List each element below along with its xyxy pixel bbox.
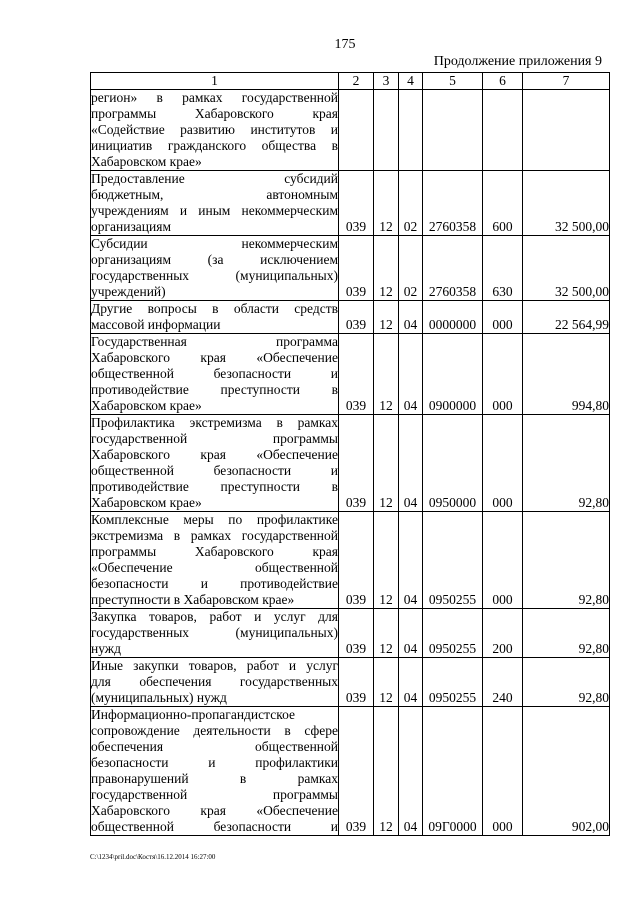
item-name-line: «Содействие развитию институтов и: [91, 122, 338, 137]
column-number-header: 7: [523, 73, 610, 90]
table-row: [91, 415, 610, 512]
appendix-continuation-label: Продолжение приложения 9: [433, 54, 602, 69]
item-name-line: Иные закупки товаров, работ и услуг: [91, 658, 338, 673]
expense-type-code-cell: 000: [483, 415, 523, 512]
target-article-code-cell: 0950255: [423, 512, 483, 609]
section-code-cell: 12: [374, 707, 399, 836]
table-row: [91, 334, 610, 415]
subsection-code-cell: 04: [399, 658, 423, 707]
item-name-line: государственных (муниципальных): [91, 268, 338, 283]
item-name-line: Хабаровского края «Обеспечение: [91, 803, 338, 818]
item-name-line: Закупка товаров, работ и услуг для: [91, 609, 338, 624]
item-name-line: правонарушений в рамках: [91, 771, 338, 786]
item-name-line: государственной программы: [91, 787, 338, 802]
item-name-cell: [91, 171, 339, 236]
expense-type-code-cell: 240: [483, 658, 523, 707]
item-name-line: общественной безопасности и: [91, 366, 338, 381]
table-row: [91, 90, 610, 171]
target-article-code-cell: 0900000: [423, 334, 483, 415]
ministry-code-cell: 039: [339, 334, 374, 415]
amount-cell: 32 500,00: [523, 171, 610, 236]
table-row: [91, 236, 610, 301]
section-code-cell: 12: [374, 171, 399, 236]
item-name-cell: [91, 236, 339, 301]
ministry-code-cell: 039: [339, 609, 374, 658]
item-name-line: экстремизма в рамках государственной: [91, 528, 338, 543]
section-code-cell: 12: [374, 658, 399, 707]
amount-cell: 32 500,00: [523, 236, 610, 301]
item-name-line: Хабаровском крае»: [91, 154, 202, 169]
item-name-line: Другие вопросы в области средств: [91, 301, 338, 316]
column-number-header: 4: [399, 73, 423, 90]
item-name-line: Государственная программа: [91, 334, 338, 349]
target-article-code-cell: 0950000: [423, 415, 483, 512]
amount-cell: 92,80: [523, 415, 610, 512]
subsection-code-cell: 04: [399, 512, 423, 609]
item-name-cell: [91, 301, 339, 334]
amount-cell: 92,80: [523, 512, 610, 609]
item-name-cell: [91, 707, 339, 836]
expense-type-code-cell: 200: [483, 609, 523, 658]
ministry-code-cell: 039: [339, 512, 374, 609]
expense-type-code-cell: 630: [483, 236, 523, 301]
table-body: [91, 90, 610, 836]
item-name-line: общественной безопасности и: [91, 819, 338, 834]
subsection-code-cell: 04: [399, 334, 423, 415]
column-number-header: 5: [423, 73, 483, 90]
item-name-line: учреждений): [91, 284, 166, 299]
subsection-code-cell: 04: [399, 609, 423, 658]
target-article-code-cell: 0000000: [423, 301, 483, 334]
table-row: [91, 609, 610, 658]
amount-cell: 22 564,99: [523, 301, 610, 334]
target-article-code-cell: 0950255: [423, 609, 483, 658]
amount-cell: 92,80: [523, 658, 610, 707]
item-name-line: Комплексные меры по профилактике: [91, 512, 338, 527]
item-name-cell: [91, 334, 339, 415]
column-number-row: [91, 73, 610, 90]
section-code-cell: 12: [374, 301, 399, 334]
item-name-line: противодействие преступности в: [91, 479, 338, 494]
ministry-code-cell: [339, 90, 374, 171]
file-path-footer: C:\1234\pril.doc\Костя\16.12.2014 16:27:00: [90, 853, 216, 861]
section-code-cell: 12: [374, 415, 399, 512]
section-code-cell: [374, 90, 399, 171]
item-name-line: безопасности и противодействие: [91, 576, 338, 591]
subsection-code-cell: 02: [399, 236, 423, 301]
item-name-line: Хабаровского края «Обеспечение: [91, 350, 338, 365]
target-article-code-cell: [423, 90, 483, 171]
item-name-line: организациям (за исключением: [91, 252, 338, 267]
expense-type-code-cell: 000: [483, 301, 523, 334]
column-number-header: 6: [483, 73, 523, 90]
subsection-code-cell: 04: [399, 415, 423, 512]
subsection-code-cell: 04: [399, 707, 423, 836]
amount-cell: 92,80: [523, 609, 610, 658]
item-name-line: массовой информации: [91, 317, 221, 332]
table-row: [91, 301, 610, 334]
item-name-line: государственной программы: [91, 431, 338, 446]
item-name-line: противодействие преступности в: [91, 382, 338, 397]
expense-type-code-cell: 600: [483, 171, 523, 236]
target-article-code-cell: 0950255: [423, 658, 483, 707]
amount-cell: [523, 90, 610, 171]
item-name-line: государственных (муниципальных): [91, 625, 338, 640]
item-name-line: программы Хабаровского края: [91, 544, 338, 559]
column-number-header: 3: [374, 73, 399, 90]
column-number-header: 2: [339, 73, 374, 90]
item-name-cell: [91, 658, 339, 707]
item-name-line: Хабаровском крае»: [91, 398, 202, 413]
item-name-cell: [91, 609, 339, 658]
ministry-code-cell: 039: [339, 171, 374, 236]
section-code-cell: 12: [374, 512, 399, 609]
item-name-line: (муниципальных) нужд: [91, 690, 227, 705]
section-code-cell: 12: [374, 236, 399, 301]
item-name-line: Хабаровском крае»: [91, 495, 202, 510]
item-name-cell: [91, 512, 339, 609]
ministry-code-cell: 039: [339, 658, 374, 707]
item-name-line: преступности в Хабаровском крае»: [91, 592, 295, 607]
expense-type-code-cell: 000: [483, 334, 523, 415]
section-code-cell: 12: [374, 609, 399, 658]
item-name-line: бюджетным, автономным: [91, 187, 338, 202]
section-code-cell: 12: [374, 334, 399, 415]
item-name-line: обеспечения общественной: [91, 739, 338, 754]
item-name-line: программы Хабаровского края: [91, 106, 338, 121]
item-name-cell: [91, 415, 339, 512]
amount-cell: 994,80: [523, 334, 610, 415]
subsection-code-cell: 02: [399, 171, 423, 236]
item-name-line: организациям: [91, 219, 172, 234]
item-name-line: Субсидии некоммерческим: [91, 236, 338, 251]
table-row: [91, 171, 610, 236]
page-number: 175: [334, 37, 356, 52]
item-name-line: Предоставление субсидий: [91, 171, 338, 186]
item-name-line: нужд: [91, 641, 121, 656]
expense-type-code-cell: 000: [483, 707, 523, 836]
item-name-line: Профилактика экстремизма в рамках: [91, 415, 338, 430]
item-name-line: учреждениям и иным некоммерческим: [91, 203, 338, 218]
item-name-line: сопровождение деятельности в сфере: [91, 723, 338, 738]
ministry-code-cell: 039: [339, 415, 374, 512]
item-name-line: «Обеспечение общественной: [91, 560, 338, 575]
item-name-line: инициатив гражданского общества в: [91, 138, 338, 153]
item-name-cell: [91, 90, 339, 171]
target-article-code-cell: 2760358: [423, 171, 483, 236]
table-row: [91, 658, 610, 707]
item-name-line: Хабаровского края «Обеспечение: [91, 447, 338, 462]
target-article-code-cell: 09Г0000: [423, 707, 483, 836]
table-row: [91, 707, 610, 836]
item-name-line: Информационно-пропагандистское: [91, 707, 295, 722]
subsection-code-cell: [399, 90, 423, 171]
ministry-code-cell: 039: [339, 301, 374, 334]
amount-cell: 902,00: [523, 707, 610, 836]
ministry-code-cell: 039: [339, 707, 374, 836]
table-header: [91, 73, 610, 90]
ministry-code-cell: 039: [339, 236, 374, 301]
column-number-header: 1: [91, 73, 339, 90]
item-name-line: регион» в рамках государственной: [91, 90, 338, 105]
item-name-line: общественной безопасности и: [91, 463, 338, 478]
expense-type-code-cell: [483, 90, 523, 171]
item-name-line: безопасности и профилактики: [91, 755, 338, 770]
expense-type-code-cell: 000: [483, 512, 523, 609]
budget-table: [90, 72, 610, 836]
subsection-code-cell: 04: [399, 301, 423, 334]
table-row: [91, 512, 610, 609]
target-article-code-cell: 2760358: [423, 236, 483, 301]
item-name-line: для обеспечения государственных: [91, 674, 338, 689]
